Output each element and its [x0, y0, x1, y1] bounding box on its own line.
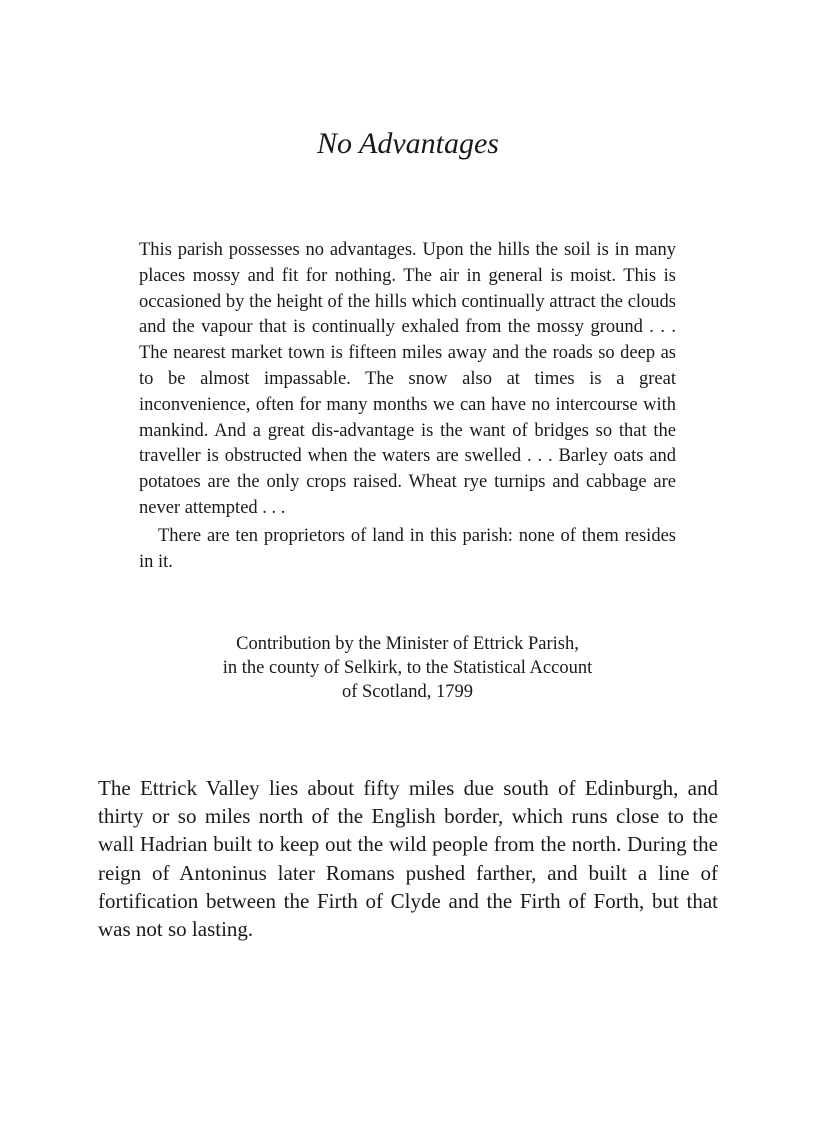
epigraph-paragraph: There are ten proprietors of land in this parish: none of them resides in it.: [139, 525, 676, 572]
epigraph-attribution: [139, 632, 676, 704]
body-paragraph: The Ettrick Valley lies about fifty miles due south of Edinburgh, and thirty or so miles north of the English border, which runs close to the wall Hadrian built to keep out the wild people from the north. During the reign of Antoninus later Romans pushed farther, and built a line of fortification between the Firth of Clyde and the Firth of Forth, but that was not so lasting.: [98, 776, 718, 942]
epigraph-paragraph: This parish possesses no advantages. Upon the hills the soil is in many places mossy and fit for nothing. The air in general is moist. This is occasioned by the height of the hills which continually attract the clouds and the vapour that is continually exhaled from the mossy ground . . . The nearest market town is fifteen miles away and the roads so deep as to be almost impassable. The snow also at times is a great inconvenience, often for many months we can have no intercourse with mankind. And a great dis-advantage is the want of bridges so that the traveller is obstructed when the waters are swelled . . . Barley oats and potatoes are the only crops raised. Wheat rye turnips and cabbage are never attempted . . .: [139, 240, 676, 518]
page-title: No Advantages: [317, 127, 499, 160]
epigraph: [139, 238, 676, 575]
attribution-line: Contribution by the Minister of Ettrick Parish,: [236, 634, 579, 654]
attribution-line: of Scotland, 1799: [341, 682, 474, 702]
attribution-line: in the county of Selkirk, to the Statistical Account: [222, 658, 593, 678]
